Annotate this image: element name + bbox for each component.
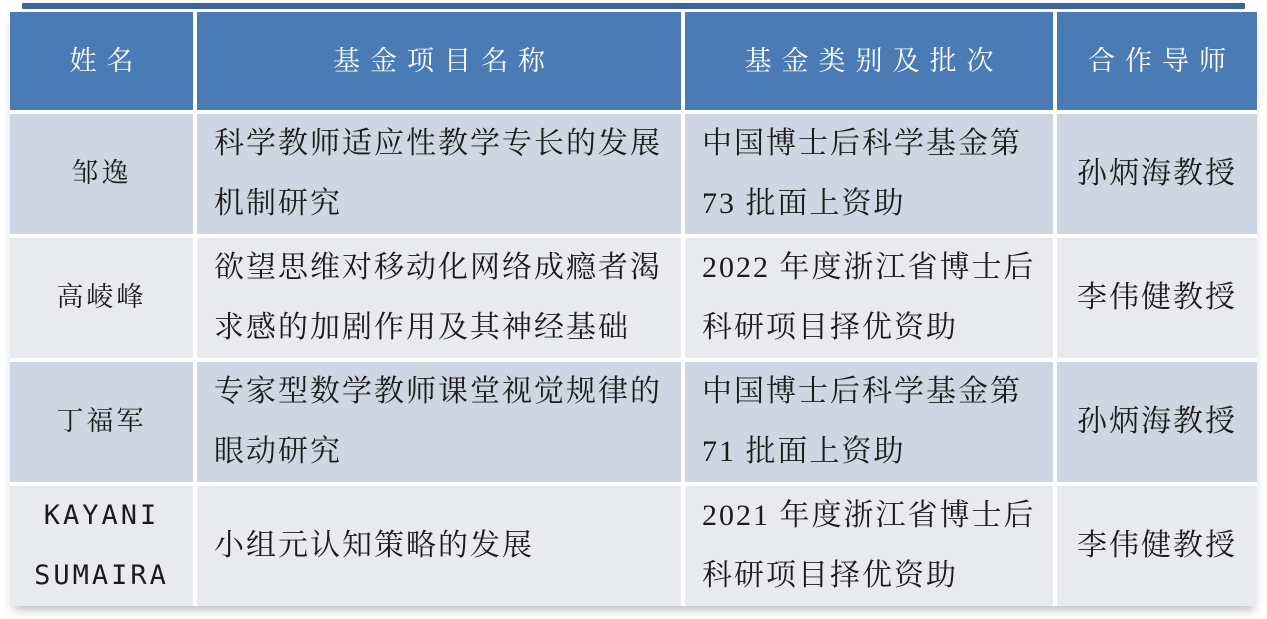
cell-supervisor: 李伟健教授 <box>1057 238 1257 358</box>
cell-fund: 2021 年度浙江省博士后 科研项目择优资助 <box>685 486 1053 606</box>
column-header-fund: 基金类别及批次 <box>685 12 1053 110</box>
cell-project: 欲望思维对移动化网络成瘾者渴 求感的加剧作用及其神经基础 <box>197 238 681 358</box>
table-grid <box>10 12 1257 606</box>
cell-project: 专家型数学教师课堂视觉规律的 眼动研究 <box>197 362 681 482</box>
fund-table <box>10 3 1257 606</box>
cell-name: 丁福军 <box>10 362 193 482</box>
cell-fund: 中国博士后科学基金第 71 批面上资助 <box>685 362 1053 482</box>
cell-project: 小组元认知策略的发展 <box>197 486 681 606</box>
cell-supervisor: 孙炳海教授 <box>1057 114 1257 234</box>
table-top-border <box>22 3 1245 9</box>
column-header-supervisor: 合作导师 <box>1057 12 1257 110</box>
cell-name: KAYANI SUMAIRA <box>10 486 193 606</box>
cell-project: 科学教师适应性教学专长的发展 机制研究 <box>197 114 681 234</box>
cell-supervisor: 李伟健教授 <box>1057 486 1257 606</box>
cell-supervisor: 孙炳海教授 <box>1057 362 1257 482</box>
column-header-project: 基金项目名称 <box>197 12 681 110</box>
cell-fund: 中国博士后科学基金第 73 批面上资助 <box>685 114 1053 234</box>
cell-fund: 2022 年度浙江省博士后 科研项目择优资助 <box>685 238 1053 358</box>
cell-name: 邹逸 <box>10 114 193 234</box>
cell-name: 高崚峰 <box>10 238 193 358</box>
column-header-name: 姓名 <box>10 12 193 110</box>
